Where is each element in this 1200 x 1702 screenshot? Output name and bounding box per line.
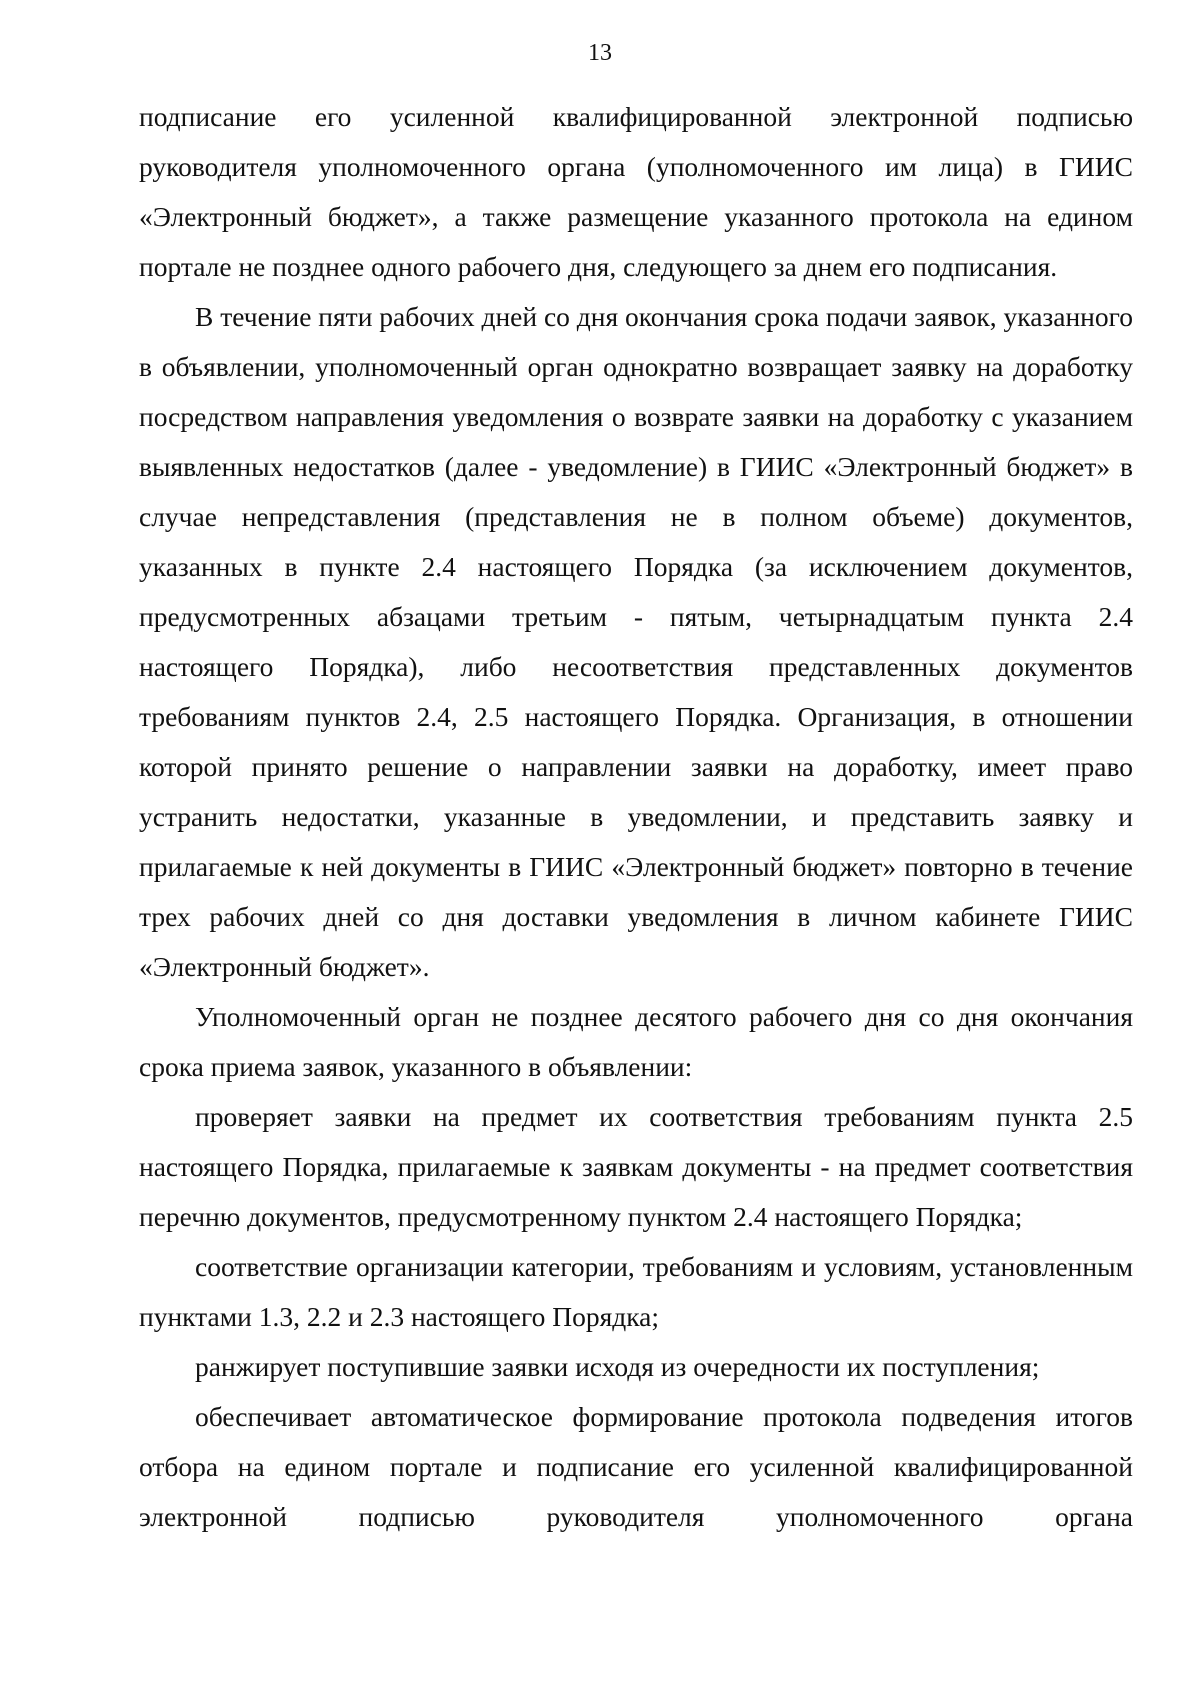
paragraph-review-deadline: Уполномоченный орган не позднее десятого рабочего дня со дня окончания срока приема заявок, указанного в объявлении: (139, 1001, 1133, 1082)
paragraph-return-for-revision: В течение пяти рабочих дней со дня окончания срока подачи заявок, указанного в объявлении, уполномоченный орган однократно возвращает заявку на доработку посредством направления уведомления о возврате заявки на доработку с указанием выявленных недостатков (далее - уведомление) в ГИИС «Электронный бюджет» в случае непредставления (представления не в полном объеме) документов, указанных в пункте 2.4 настоящего Порядка (за исключением документов, предусмотренных абзацами третьим - пятым, четырнадцатым пункта 2.4 настоящего Порядка), либо несоответствия представленных документов требованиям пунктов 2.4, 2.5 настоящего Порядка. Организация, в отношении которой принято решение о направлении заявки на доработку, имеет право устранить недостатки, указанные в уведомлении, и представить заявку и прилагаемые к ней документы в ГИИС «Электронный бюджет» повторно в течение трех рабочих дней со дня доставки уведомления в личном кабинете ГИИС «Электронный бюджет». (139, 301, 1133, 982)
paragraph-eligibility: соответствие организации категории, требованиям и условиям, установленным пунктами 1.3, 2.2 и 2.3 настоящего Порядка; (139, 1251, 1133, 1332)
paragraph-checks-applications: проверяет заявки на предмет их соответствия требованиям пункта 2.5 настоящего Порядка, прилагаемые к заявкам документы - на предмет соответствия перечню документов, предусмотренному пунктом 2.4 настоящего Порядка; (139, 1101, 1133, 1232)
paragraph-continuation: подписание его усиленной квалифицированной электронной подписью руководителя уполномоченного органа (уполномоченного им лица) в ГИИС «Электронный бюджет», а также размещение указанного протокола на едином портале не позднее одного рабочего дня, следующего за днем его подписания. (139, 101, 1133, 282)
paragraph-ranking: ранжирует поступившие заявки исходя из очередности их поступления; (195, 1351, 1040, 1382)
paragraph-protocol: обеспечивает автоматическое формирование протокола подведения итогов отбора на едином портале и подписание его усиленной квалифицированной электронной подписью руководителя уполномоченного органа (139, 1401, 1133, 1532)
document-body (139, 92, 1133, 1542)
page-number: 13 (588, 40, 612, 66)
